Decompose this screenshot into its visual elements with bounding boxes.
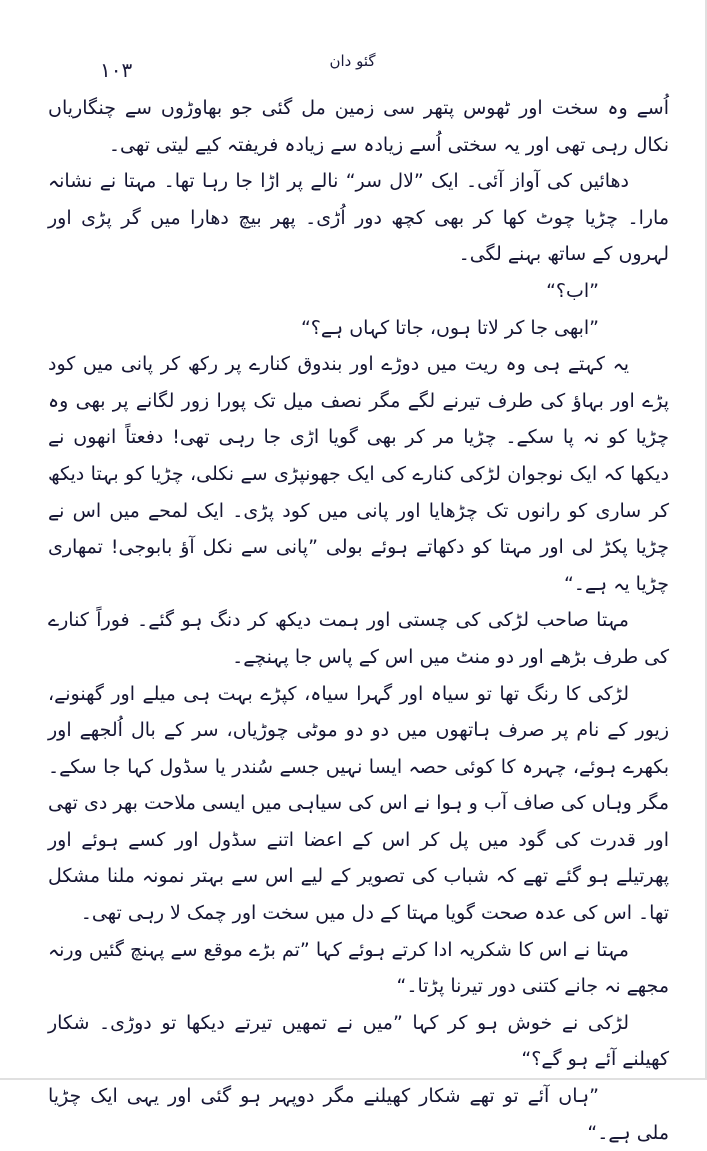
dialog-line: ”اب؟“ xyxy=(546,279,599,302)
paragraph: یہ کہتے ہی وہ ریت میں دوڑے اور بندوق کنارے پر رکھ کر پانی میں کود پڑے اور بہاؤ کی طرف تیرنے لگے مگر نصف میل تک پورا زور لگانے پر بھی وہ چڑیا کو نہ پا سکے۔ چڑیا مر کر بھی گویا اڑی جا رہی تھی! دفعتاً انھوں نے دیکھا کہ ایک نوجوان لڑکی کنارے کی ایک جھونپڑی سے نکلی، چڑیا کو بہتا دیکھ کر ساری کو رانوں تک چڑھایا اور پانی میں کود پڑی۔ ایک لمحے میں اس نے چڑیا پکڑ لی اور مہتا کو دکھاتے ہوئے بولی ”پانی سے نکل آؤ بابوجی! تمھاری چڑیا یہ ہے۔“ xyxy=(48,353,669,595)
paragraph: لڑکی کا رنگ تھا تو سیاہ اور گہرا سیاہ، کپڑے بہت ہی میلے اور گھنونے، زیور کے نام پر صرف ہاتھوں میں دو دو موٹی چوڑیاں، سر کے بال اُلجھے اور بکھرے ہوئے، چہرہ کا کوئی حصہ ایسا نہیں جسے سُندر یا سڈول کہا جا سکے۔ مگر وہاں کی صاف آب و ہوا نے اس کی سیاہی میں ایسی ملاحت بھر دی تھی اور قدرت کی گود میں پل کر اس کے اعضا اتنے سڈول اور کسے ہوئے اور پھرتیلے ہو گئے تھے کہ شباب کی تصویر کے لیے اس سے بہتر نمونہ ملنا مشکل تھا۔ اس کی عدہ صحت گویا مہتا کے دل میں سخت اور چمک لا رہی تھی۔ xyxy=(48,682,669,925)
running-title: گئو دان xyxy=(329,52,376,70)
dialog-line: ”ابھی جا کر لاتا ہوں، جاتا کہاں ہے؟“ xyxy=(300,316,599,339)
paragraph: دھائیں کی آواز آئی۔ ایک ”لال سر“ نالے پر اڑا جا رہا تھا۔ مہتا نے نشانہ مارا۔ چڑیا چوٹ کھا کر بھی کچھ دور اُڑی۔ پھر بیچ دھارا میں گر پڑی اور لہروں کے ساتھ بہنے لگی۔ xyxy=(48,170,669,266)
dialog-line: ”ہاں آئے تو تھے شکار کھیلنے مگر دوپہر ہو گئی اور یہی ایک چڑیا ملی ہے۔“ xyxy=(48,1085,669,1144)
page-header xyxy=(80,52,625,88)
paragraph: اُسے وہ سخت اور ٹھوس پتھر سی زمین مل گئی جو بھاوڑوں سے چنگاریاں نکال رہی تھی اور یہ سختی اُسے زیادہ سے زیادہ فریفتہ کیے لیتی تھی۔ xyxy=(48,97,669,156)
page-number: ۱۰۳ xyxy=(100,58,133,82)
paragraph: لڑکی نے خوش ہو کر کہا ”میں نے تمھیں تیرتے دیکھا تو دوڑی۔ شکار کھیلنے آئے ہو گے؟“ xyxy=(48,1011,669,1071)
text-body xyxy=(48,90,669,1151)
paragraph: مہتا صاحب لڑکی کی چستی اور ہمت دیکھ کر دنگ ہو گئے۔ فوراً کنارے کی طرف بڑھے اور دو منٹ میں اس کے پاس جا پہنچے۔ xyxy=(48,609,669,668)
paragraph: مہتا نے اس کا شکریہ ادا کرتے ہوئے کہا ”تم بڑے موقع سے پہنچ گئیں ورنہ مجھے نہ جانے کتنی دور تیرنا پڑتا۔“ xyxy=(48,938,669,998)
